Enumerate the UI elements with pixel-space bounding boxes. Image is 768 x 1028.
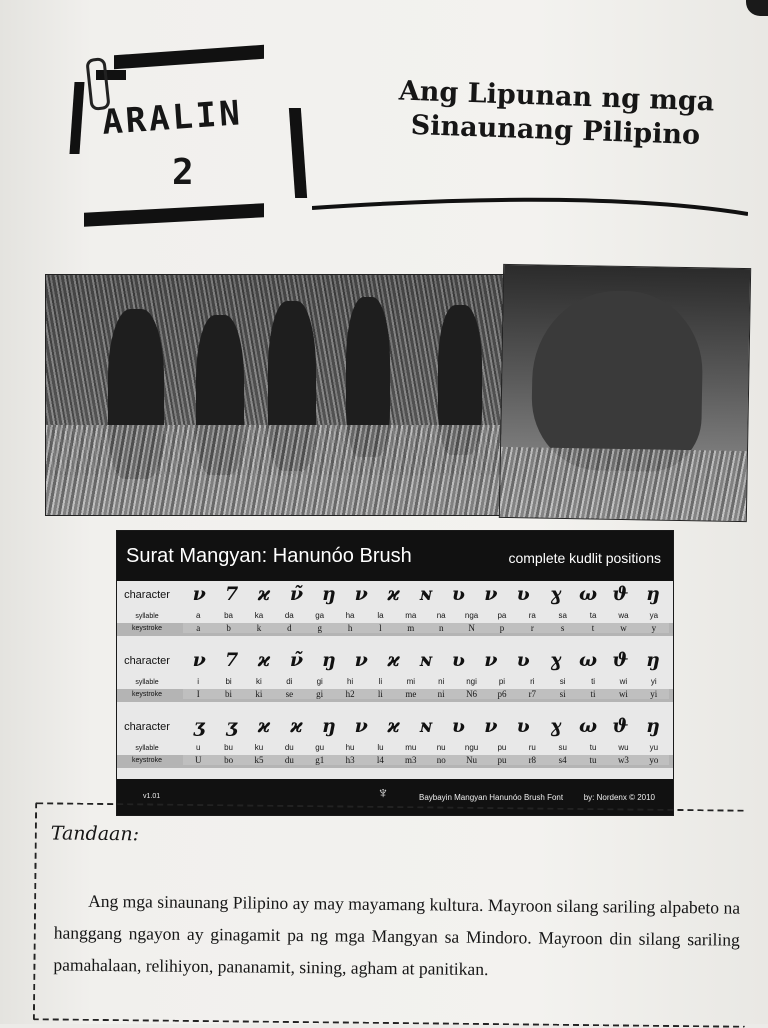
note-body-box bbox=[41, 862, 742, 1015]
glyph-cell: ɣ bbox=[549, 583, 562, 605]
syllable-cell: sa bbox=[558, 611, 567, 620]
syllable-row bbox=[183, 677, 669, 686]
keystroke-cell: g bbox=[317, 623, 322, 633]
glyph-cell: ω bbox=[579, 649, 598, 671]
syllable-cell: bi bbox=[225, 677, 232, 686]
keystroke-cell: h3 bbox=[345, 755, 355, 765]
tandaan-box bbox=[33, 802, 747, 1027]
syllable-cell: hu bbox=[345, 743, 355, 752]
syllable-cell: gi bbox=[316, 677, 323, 686]
syllable-cell: yi bbox=[650, 677, 657, 686]
chart-block bbox=[117, 715, 673, 779]
badge-bar-right bbox=[289, 108, 307, 198]
lesson-number: 2 bbox=[172, 152, 194, 193]
glyph-cell: ɴ bbox=[419, 649, 433, 671]
badge-bar-top bbox=[114, 45, 264, 69]
syllable-cell: da bbox=[284, 611, 294, 620]
keystroke-cell: m3 bbox=[405, 755, 417, 765]
row-label: syllable bbox=[135, 679, 159, 686]
glyph-cell: ŋ bbox=[645, 715, 660, 737]
glyph-row bbox=[183, 715, 669, 737]
row-label: character bbox=[124, 655, 170, 667]
glyph-cell: ŋ bbox=[321, 649, 336, 671]
syllable-cell: di bbox=[286, 677, 293, 686]
syllable-cell: bu bbox=[224, 743, 234, 752]
syllable-cell: ni bbox=[438, 677, 445, 686]
photo-crouching-man bbox=[499, 264, 751, 522]
glyph-cell: ϑ bbox=[612, 583, 629, 605]
glyph-cell: ϰ bbox=[387, 715, 400, 737]
syllable-cell: ri bbox=[530, 677, 535, 686]
glyph-cell: ϑ bbox=[612, 649, 629, 671]
lesson-label: ARALIN bbox=[100, 93, 245, 143]
photo-ground bbox=[46, 425, 508, 515]
keystroke-cell: p6 bbox=[497, 689, 507, 699]
glyph-cell: 7 bbox=[224, 583, 239, 605]
hanunoo-script-chart bbox=[116, 530, 674, 816]
keystroke-cell: m bbox=[407, 623, 415, 633]
glyph-cell: ϰ bbox=[387, 649, 400, 671]
keystroke-cell: si bbox=[559, 689, 566, 699]
glyph-cell: ʋ bbox=[516, 715, 530, 737]
keystroke-cell: me bbox=[405, 689, 417, 699]
syllable-cell: li bbox=[378, 677, 383, 686]
keystroke-cell: N bbox=[468, 623, 475, 633]
row-label: syllable bbox=[135, 613, 159, 620]
keystroke-cell: w3 bbox=[617, 755, 629, 765]
glyph-cell: ν bbox=[354, 583, 368, 605]
keystroke-cell: N6 bbox=[466, 689, 478, 699]
keystroke-cell: y bbox=[651, 623, 657, 633]
row-label: syllable bbox=[135, 745, 159, 752]
glyph-cell: ν bbox=[484, 649, 498, 671]
bird-logo-icon: ♆ bbox=[377, 785, 389, 802]
glyph-cell: ϑ bbox=[612, 715, 629, 737]
row-label: keystroke bbox=[132, 691, 162, 698]
keystroke-cell: s4 bbox=[558, 755, 567, 765]
keystroke-cell: r8 bbox=[528, 755, 537, 765]
syllable-cell: lu bbox=[377, 743, 384, 752]
syllable-cell: wu bbox=[618, 743, 629, 752]
glyph-cell: ŋ bbox=[645, 649, 660, 671]
keystroke-cell: bi bbox=[225, 689, 233, 699]
keystroke-cell: wi bbox=[618, 689, 628, 699]
glyph-cell: ɴ bbox=[419, 583, 433, 605]
keystroke-cell: se bbox=[285, 689, 294, 699]
glyph-row bbox=[183, 649, 669, 671]
photo-figure bbox=[531, 289, 704, 472]
row-label: character bbox=[124, 589, 170, 601]
syllable-cell: ba bbox=[224, 611, 234, 620]
syllable-row bbox=[183, 611, 669, 620]
keystroke-cell: r7 bbox=[528, 689, 537, 699]
chart-version: v1.01 bbox=[143, 793, 161, 800]
glyph-cell: ν bbox=[484, 715, 498, 737]
keystroke-cell: d bbox=[287, 623, 292, 633]
keystroke-cell: s bbox=[560, 623, 565, 633]
keystroke-cell: ti bbox=[590, 689, 596, 699]
keystroke-cell: k bbox=[256, 623, 262, 633]
syllable-cell: mu bbox=[405, 743, 417, 752]
keystroke-cell: p bbox=[499, 623, 505, 633]
glyph-cell: ϰ bbox=[290, 715, 303, 737]
syllable-cell: du bbox=[284, 743, 294, 752]
syllable-cell: ti bbox=[591, 677, 596, 686]
keystroke-cell: h bbox=[347, 623, 353, 633]
keystroke-cell: bo bbox=[224, 755, 234, 765]
keystroke-cell: du bbox=[284, 755, 294, 765]
syllable-cell: ngi bbox=[466, 677, 477, 686]
glyph-cell: ɴ bbox=[419, 715, 433, 737]
syllable-cell: gu bbox=[315, 743, 325, 752]
syllable-cell: ha bbox=[345, 611, 355, 620]
glyph-cell: ω bbox=[579, 583, 598, 605]
glyph-row bbox=[183, 583, 669, 605]
glyph-cell: ν bbox=[192, 649, 206, 671]
glyph-cell: ʋ bbox=[451, 715, 466, 737]
syllable-cell: nu bbox=[436, 743, 446, 752]
badge-bar-bottom bbox=[84, 203, 264, 226]
chart-font-name: Baybayin Mangyan Hanunóo Brush Font bbox=[419, 793, 564, 802]
chart-grid bbox=[117, 581, 673, 779]
syllable-cell: su bbox=[558, 743, 567, 752]
glyph-cell: ϰ bbox=[257, 715, 271, 737]
chart-title: Surat Mangyan: Hanunóo Brush bbox=[126, 545, 412, 567]
glyph-cell: ʒ bbox=[226, 715, 237, 737]
keystroke-cell: k5 bbox=[254, 755, 264, 765]
note-heading: Tandaan: bbox=[50, 822, 140, 846]
page-corner-shadow bbox=[746, 0, 768, 16]
keystroke-cell: g1 bbox=[315, 755, 325, 765]
syllable-row bbox=[183, 743, 669, 752]
glyph-cell: ʋ bbox=[516, 649, 530, 671]
row-label: keystroke bbox=[132, 757, 162, 764]
keystroke-cell: n bbox=[438, 623, 444, 633]
keystroke-cell: ni bbox=[437, 689, 445, 699]
syllable-cell: yu bbox=[649, 743, 659, 752]
glyph-cell: ŋ bbox=[321, 583, 336, 605]
syllable-cell: pa bbox=[497, 611, 507, 620]
syllable-cell: ku bbox=[254, 743, 264, 752]
syllable-cell: ka bbox=[254, 611, 264, 620]
chart-block bbox=[117, 583, 673, 647]
syllable-cell: a bbox=[195, 611, 201, 620]
keystroke-cell: a bbox=[196, 623, 201, 633]
chart-credit: by: Nordenx © 2010 bbox=[583, 793, 655, 802]
glyph-cell: ϰ bbox=[257, 649, 271, 671]
glyph-cell: ʒ bbox=[193, 715, 205, 737]
note-body: Ang mga sinaunang Pilipino ay may mayamang kultura. Mayroon silang sariling alpabeto na hanggang ngayon ay ginagamit pa ng mga Mangyan sa Mindoro. Mayroon din silang sariling pamahalaan, relihiyon, pananamit, sining, agham at panitikan. bbox=[53, 890, 741, 980]
photo-mangyan-group bbox=[45, 274, 509, 516]
glyph-cell: ʋ bbox=[516, 583, 530, 605]
syllable-cell: nga bbox=[464, 611, 479, 620]
glyph-cell: ν̃ bbox=[289, 583, 304, 605]
keystroke-row bbox=[183, 755, 669, 765]
row-label: character bbox=[124, 721, 170, 733]
syllable-cell: ta bbox=[589, 611, 597, 620]
syllable-cell: na bbox=[436, 611, 446, 620]
keystroke-cell: r bbox=[530, 623, 534, 633]
keystroke-cell: yi bbox=[650, 689, 658, 699]
glyph-cell: ν bbox=[484, 583, 498, 605]
syllable-cell: i bbox=[197, 677, 200, 686]
lesson-title: Ang Lipunan ng mga Sinaunang Pilipino bbox=[398, 75, 715, 152]
keystroke-cell: l bbox=[379, 623, 382, 633]
syllable-cell: ya bbox=[649, 611, 659, 620]
glyph-cell: ν bbox=[354, 649, 368, 671]
chart-header bbox=[117, 531, 673, 581]
keystroke-cell: w bbox=[620, 623, 627, 633]
glyph-cell: ŋ bbox=[321, 715, 336, 737]
photo-ground bbox=[500, 447, 747, 521]
glyph-cell: ϰ bbox=[257, 583, 271, 605]
syllable-cell: u bbox=[195, 743, 201, 752]
syllable-cell: ra bbox=[528, 611, 536, 620]
chart-block bbox=[117, 649, 673, 713]
keystroke-cell: U bbox=[194, 755, 202, 765]
keystroke-cell: I bbox=[196, 689, 200, 699]
syllable-cell: ga bbox=[315, 611, 325, 620]
syllable-cell: la bbox=[377, 611, 384, 620]
syllable-cell: ki bbox=[256, 677, 262, 686]
glyph-cell: ʋ bbox=[451, 583, 466, 605]
keystroke-cell: t bbox=[591, 623, 595, 633]
syllable-cell: tu bbox=[589, 743, 597, 752]
syllable-cell: ma bbox=[405, 611, 417, 620]
keystroke-cell: Nu bbox=[466, 755, 478, 765]
glyph-cell: 7 bbox=[224, 649, 239, 671]
glyph-cell: ϰ bbox=[387, 583, 400, 605]
title-underline bbox=[312, 194, 748, 216]
keystroke-cell: tu bbox=[589, 755, 597, 765]
lesson-badge bbox=[70, 48, 310, 238]
syllable-cell: si bbox=[559, 677, 566, 686]
glyph-cell: ω bbox=[579, 715, 598, 737]
glyph-cell: ɣ bbox=[549, 715, 562, 737]
glyph-cell: ν bbox=[354, 715, 368, 737]
keystroke-cell: no bbox=[436, 755, 446, 765]
keystroke-row bbox=[183, 689, 669, 699]
glyph-cell: ɣ bbox=[549, 649, 562, 671]
glyph-cell: ŋ bbox=[645, 583, 660, 605]
keystroke-cell: pu bbox=[497, 755, 507, 765]
syllable-cell: ngu bbox=[464, 743, 479, 752]
keystroke-row bbox=[183, 623, 669, 633]
syllable-cell: wa bbox=[618, 611, 629, 620]
row-label: keystroke bbox=[132, 625, 162, 632]
keystroke-cell: yo bbox=[649, 755, 659, 765]
syllable-cell: ru bbox=[528, 743, 536, 752]
glyph-cell: ν bbox=[192, 583, 206, 605]
glyph-cell: ν̃ bbox=[289, 649, 304, 671]
syllable-cell: pi bbox=[498, 677, 506, 686]
syllable-cell: mi bbox=[406, 677, 416, 686]
keystroke-cell: l4 bbox=[376, 755, 384, 765]
keystroke-cell: h2 bbox=[345, 689, 355, 699]
keystroke-cell: ki bbox=[255, 689, 263, 699]
syllable-cell: wi bbox=[619, 677, 628, 686]
keystroke-cell: b bbox=[226, 623, 231, 633]
glyph-cell: ʋ bbox=[451, 649, 466, 671]
chart-subtitle: complete kudlit positions bbox=[508, 550, 661, 566]
keystroke-cell: li bbox=[377, 689, 383, 699]
syllable-cell: hi bbox=[346, 677, 354, 686]
badge-bar-left bbox=[69, 82, 84, 154]
keystroke-cell: gi bbox=[316, 689, 324, 699]
syllable-cell: pu bbox=[497, 743, 507, 752]
